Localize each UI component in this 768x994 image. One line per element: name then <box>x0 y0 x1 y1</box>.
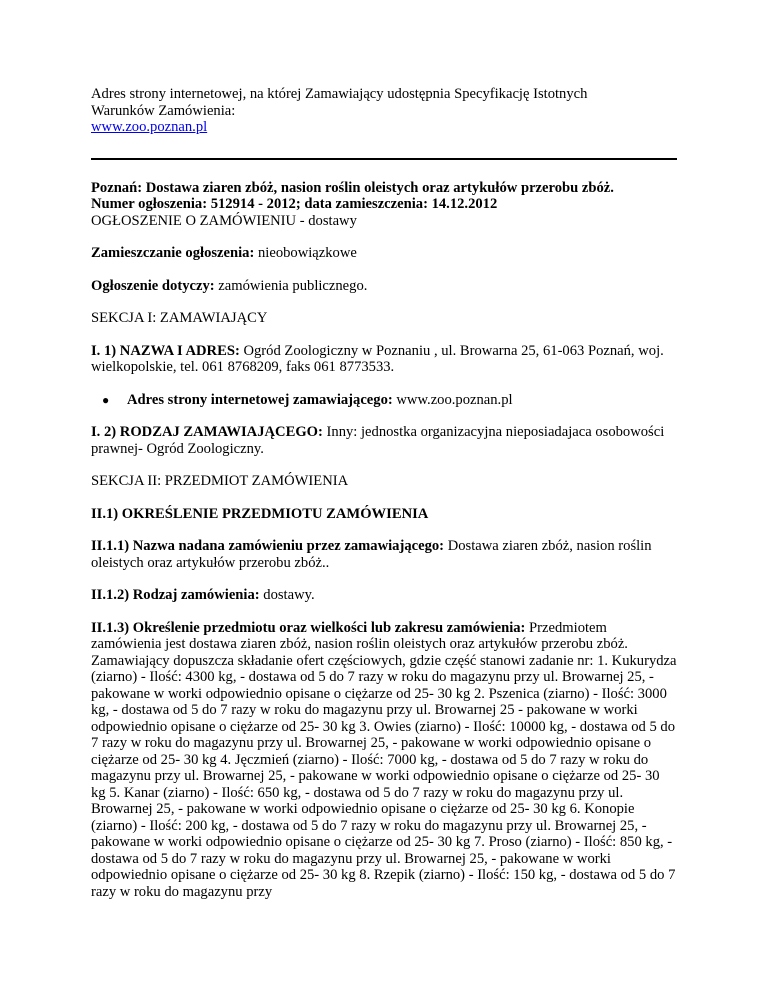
horizontal-divider <box>91 158 677 160</box>
authority-name-value: Ogród Zoologiczny w Poznaniu , ul. Browarna 25, 61-063 Poznań, woj. wielkopolskie, tel. 061 8768209, faks 061 8773533. <box>91 342 664 375</box>
authority-type-label: I. 2) RODZAJ ZAMAWIAJĄCEGO: <box>91 424 323 440</box>
contract-name-value: Dostawa ziaren zbóż, nasion roślin oleistych oraz artykułów przerobu zbóż.. <box>91 538 652 571</box>
subject-definition-heading: II.1) OKREŚLENIE PRZEDMIOTU ZAMÓWIENIA <box>91 505 429 522</box>
concerns-label: Ogłoszenie dotyczy: <box>91 277 215 294</box>
contract-scope-label: II.1.3) Określenie przedmiotu oraz wielkości lub zakresu zamówienia: <box>91 619 526 636</box>
contract-kind <box>91 587 677 604</box>
contract-scope-value: Przedmiotem zamówienia jest dostawa ziaren zbóż, nasion roślin oleistych oraz artykułów przerobu zbóż. Zamawiający dopuszcza składanie ofert częściowych, gdzie część stanowi zadanie nr: 1. Kukurydza (ziarno) - Ilość: 4300 kg, - dostawa od 5 do 7 razy w roku do magazynu przy ul. Browarnej 25, - pakowane w worki odpowiednio opisane o ciężarze od 25- 30 kg 2. Pszenica (ziarno) - Ilość: 3000 kg, - dostawa od 5 do 7 razy w roku do magazynu przy ul. Browarnej 25 - pakowane w worki odpowiednio opisane o ciężarze od 25- 30 kg 3. Owies (ziarno) - Ilość: 10000 kg, - dostawa od 5 do 7 razy w roku do magazynu przy ul. Browarnej 25, - pakowane w worki odpowiednio opisane o ciężarze od 25- 30 kg 4. Jęczmień (ziarno) - Ilość: 7000 kg, - dostawa od 5 do 7 razy w roku do magazynu przy ul. Browarnej 25, - pakowane w worki odpowiednio opisane o ciężarze od 25- 30 kg 5. Kanar (ziarno) - Ilość: 650 kg, - dostawa od 5 do 7 razy w roku do magazynu przy ul. Browarnej 25, - pakowane w worki odpowiednio opisane o ciężarze od 25- 30 kg 6. Konopie (ziarno) - Ilość: 200 kg, - dostawa od 5 do 7 razy w roku do magazynu przy ul. Browarnej 25, - pakowane w worki odpowiednio opisane o ciężarze od 25- 30 kg 7. Proso (ziarno) - Ilość: 850 kg, - dostawa od 5 do 7 razy w roku do magazynu przy ul. Browarnej 25, - pakowane w worki odpowiednio opisane o ciężarze od 25- 30 kg 8. Rzepik (ziarno) - Ilość: 150 kg, - dostawa od 5 do 7 razy w roku do magazynu przy <box>91 619 677 900</box>
contract-kind-label: II.1.2) Rodzaj zamówienia: <box>91 587 260 603</box>
contract-name <box>91 538 677 571</box>
publication-value: nieobowiązkowe <box>254 245 357 261</box>
section2-heading: SEKCJA II: PRZEDMIOT ZAMÓWIENIA <box>91 473 349 489</box>
notice-title: Poznań: Dostawa ziaren zbóż, nasion roślin oleistych oraz artykułów przerobu zbóż. <box>91 179 614 196</box>
spec-website-text-line1: Adres strony internetowej, na której Zamawiający udostępnia Specyfikację Istotnych <box>91 86 588 102</box>
notice-number-date: Numer ogłoszenia: 512914 - 2012; data zamieszczenia: 14.12.2012 <box>91 196 498 212</box>
bullet-icon: ● <box>102 392 110 407</box>
publication-field <box>91 245 677 262</box>
authority-type <box>91 424 677 457</box>
notice-title-block <box>91 180 677 230</box>
contract-name-label: II.1.1) Nazwa nadana zamówieniu przez zamawiającego: <box>91 538 445 554</box>
contract-scope <box>91 620 677 901</box>
concerns-field <box>91 278 677 295</box>
authority-website-list <box>91 392 677 409</box>
authority-website-label: Adres strony internetowej zamawiającego: <box>127 391 393 408</box>
publication-label: Zamieszczanie ogłoszenia: <box>91 245 255 261</box>
spec-website-link[interactable]: www.zoo.poznan.pl <box>91 119 208 135</box>
authority-website-value: www.zoo.poznan.pl <box>392 391 513 408</box>
contract-kind-value: dostawy. <box>259 587 315 603</box>
contracting-authority-name <box>91 343 677 376</box>
notice-type: OGŁOSZENIE O ZAMÓWIENIU - dostawy <box>91 212 357 229</box>
section1-heading: SEKCJA I: ZAMAWIAJĄCY <box>91 310 268 326</box>
list-item <box>102 391 677 409</box>
authority-name-label: I. 1) NAZWA I ADRES: <box>91 342 240 359</box>
concerns-value: zamówienia publicznego. <box>214 277 368 294</box>
spec-website-text-line2: Warunków Zamówienia: <box>91 102 236 119</box>
document-page <box>91 86 677 916</box>
section2-subheading <box>91 506 677 523</box>
spec-website-intro <box>91 86 677 136</box>
authority-type-value: Inny: jednostka organizacyjna nieposiadajaca osobowości prawnej- Ogród Zoologiczny. <box>91 424 665 457</box>
